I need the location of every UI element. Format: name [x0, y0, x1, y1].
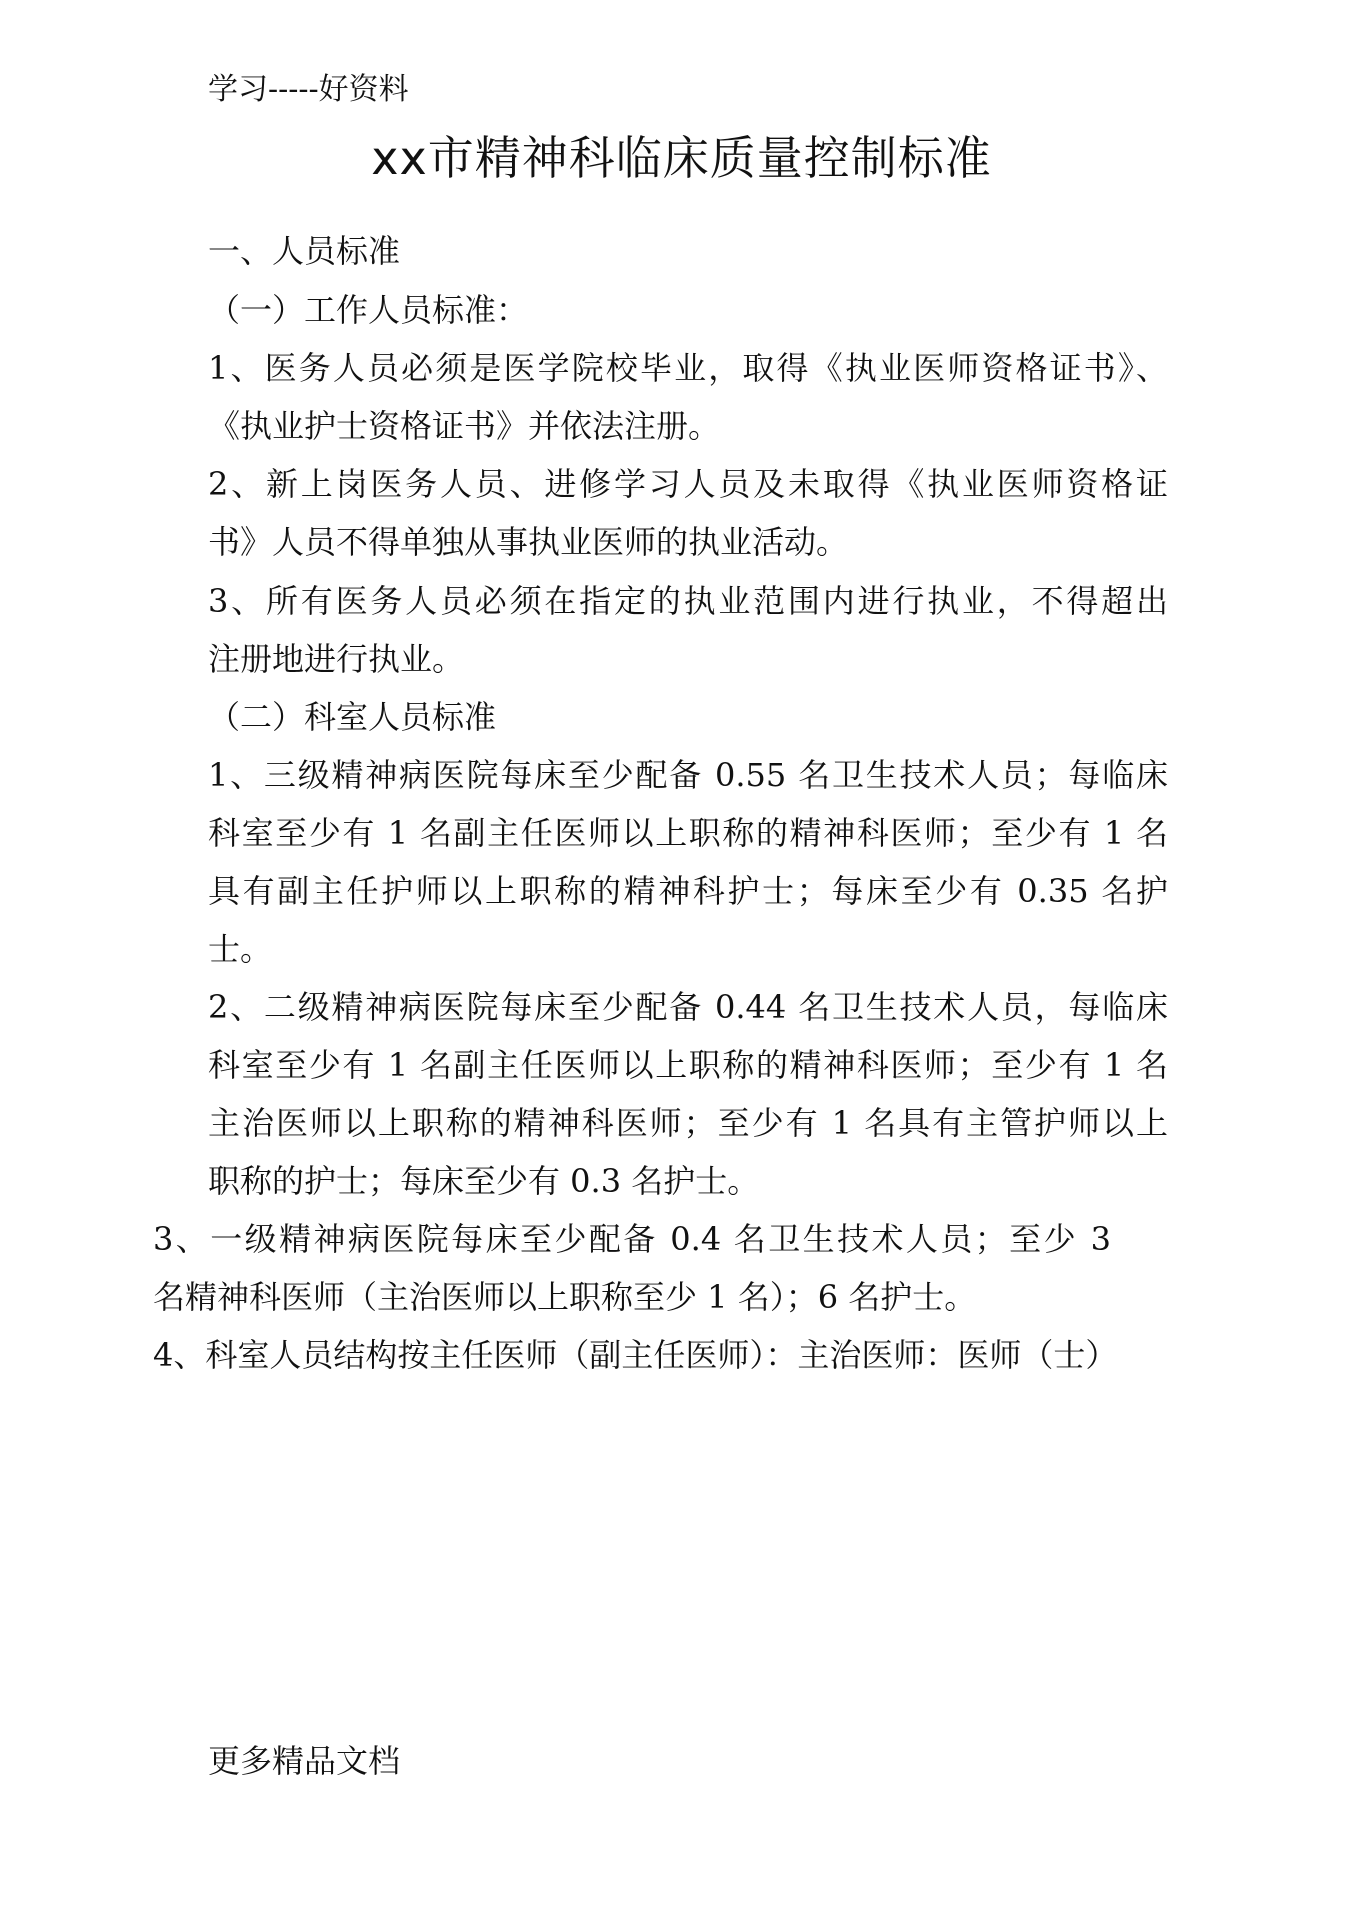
paragraph-line: 1、医务人员必须是医学院校毕业，取得《执业医师资格证书》、 [208, 349, 1168, 387]
paragraph-line: 3、一级精神病医院每床至少配备 0.4 名卫生技术人员；至少 3 [153, 1220, 1111, 1258]
footer-note: 更多精品文档 [208, 1742, 401, 1780]
paragraph-line: 1、三级精神病医院每床至少配备 0.55 名卫生技术人员；每临床 [208, 756, 1168, 794]
paragraph-line: 主治医师以上职称的精神科医师；至少有 1 名具有主管护师以上 [208, 1104, 1168, 1142]
paragraph-line: 科室至少有 1 名副主任医师以上职称的精神科医师；至少有 1 名 [208, 814, 1168, 852]
subsection-heading-department: （二）科室人员标准 [208, 698, 497, 736]
paragraph-line: 职称的护士；每床至少有 0.3 名护士。 [208, 1162, 760, 1200]
document-title: xx市精神科临床质量控制标准 [371, 131, 992, 185]
paragraph-line: 2、新上岗医务人员、进修学习人员及未取得《执业医师资格证 [208, 465, 1168, 503]
subsection-heading-staff: （一）工作人员标准： [208, 291, 529, 329]
header-note: 学习-----好资料 [208, 72, 409, 107]
paragraph-line: 《执业护士资格证书》并依法注册。 [208, 407, 721, 445]
paragraph-line: 书》人员不得单独从事执业医师的执业活动。 [208, 523, 849, 561]
section-heading-personnel: 一、人员标准 [208, 232, 401, 270]
paragraph-line: 士。 [208, 930, 273, 968]
paragraph-line: 注册地进行执业。 [208, 640, 465, 678]
paragraph-line: 科室至少有 1 名副主任医师以上职称的精神科医师；至少有 1 名 [208, 1046, 1168, 1084]
paragraph-line: 4、科室人员结构按主任医师（副主任医师）：主治医师：医师（士） [153, 1336, 1118, 1374]
paragraph-line: 3、所有医务人员必须在指定的执业范围内进行执业，不得超出 [208, 582, 1168, 620]
paragraph-line: 具有副主任护师以上职称的精神科护士；每床至少有 0.35 名护 [208, 872, 1168, 910]
paragraph-line: 2、二级精神病医院每床至少配备 0.44 名卫生技术人员，每临床 [208, 988, 1168, 1026]
paragraph-line: 名精神科医师（主治医师以上职称至少 1 名）；6 名护士。 [153, 1278, 977, 1316]
